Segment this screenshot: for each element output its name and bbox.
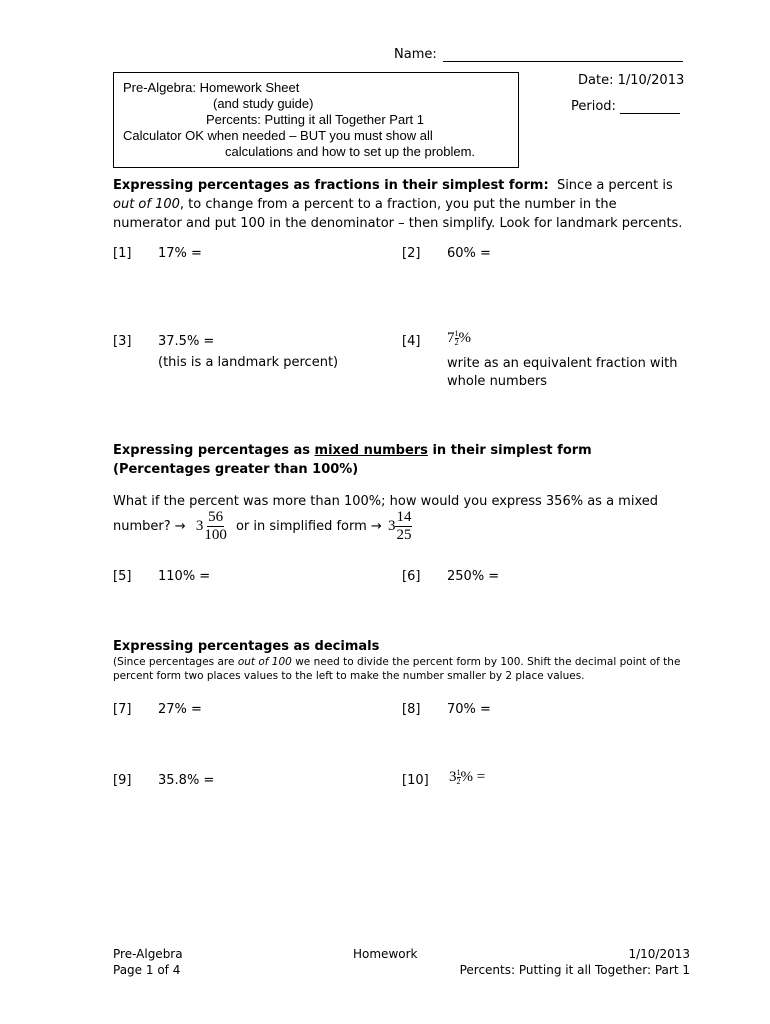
problem-number-1: [1] [113, 246, 132, 261]
name-blank-line[interactable] [443, 47, 683, 62]
mixed-number-example [113, 509, 412, 544]
footer-date: 1/10/2013 [628, 947, 690, 961]
problem-text-6[interactable]: 250% = [447, 569, 500, 584]
section-fractions-text-b: , to change from a percent to a fraction, you put the number in the numerator and put 100 in the denominator – then simplify. Look for landmark percents. [113, 197, 683, 231]
name-field-row [394, 47, 683, 62]
period-label: Period: [571, 99, 616, 114]
title-line-1: Pre-Algebra: Homework Sheet [123, 80, 300, 95]
problem-number-7: [7] [113, 702, 132, 717]
problem-text-1[interactable]: 17% = [158, 246, 202, 261]
problem-text-7[interactable]: 27% = [158, 702, 202, 717]
problem-number-3: [3] [113, 334, 132, 349]
problem-text-9[interactable]: 35.8% = [158, 773, 215, 788]
number-arrow-label: number? → [113, 519, 186, 534]
mixed-whole-4: 7 [447, 330, 455, 346]
problem-text-2[interactable]: 60% = [447, 246, 491, 261]
section-fractions-intro [113, 176, 683, 233]
problem-text-5[interactable]: 110% = [158, 569, 211, 584]
title-line-3: Percents: Putting it all Together Part 1 [206, 112, 424, 127]
problem-text-4[interactable] [447, 330, 471, 347]
fraction-half-4: $\frac{1}{2}$ [454, 329, 459, 348]
section-fractions-text-italic: out of 100 [113, 197, 180, 212]
section-fractions-heading: Expressing percentages as fractions in their simplest form: [113, 178, 549, 193]
mixed-numbers-underlined: mixed numbers [314, 443, 428, 458]
section-mixed-heading: Expressing percentages as mixed numbers in their simplest form (Percentages greater than 100%) [113, 443, 592, 477]
mixed-whole-10: 3 [449, 769, 457, 785]
footer-center: Homework [353, 947, 418, 961]
example-fraction-2: $\frac{14}{25}$ [396, 509, 412, 543]
footer-title: Percents: Putting it all Together: Part 1 [459, 963, 690, 977]
title-box [113, 72, 519, 168]
problem-number-9: [9] [113, 773, 132, 788]
problem-number-8: [8] [402, 702, 421, 717]
footer-page-number: Page 1 of 4 [113, 963, 181, 977]
example-whole-2: 3 [387, 518, 396, 534]
example-fraction-1: $\frac{56}{100}$ [204, 509, 227, 543]
percent-sign-10: % = [460, 769, 486, 785]
problem-text-10[interactable] [449, 769, 485, 786]
section-decimals-heading: Expressing percentages as decimals [113, 639, 380, 654]
section-fractions-text-a: Since a percent is [556, 178, 673, 193]
name-label: Name: [394, 47, 437, 62]
fraction-half-10: $\frac{1}{2}$ [456, 768, 461, 787]
simplified-arrow-label: or in simplified form → [235, 519, 382, 534]
problem-text-8[interactable]: 70% = [447, 702, 491, 717]
title-line-2: (and study guide) [213, 96, 314, 111]
problem-note-3: (this is a landmark percent) [158, 355, 339, 370]
footer-left [113, 946, 183, 978]
section-mixed-question: What if the percent was more than 100%; how would you express 356% as a mixed [113, 494, 658, 509]
problem-number-5: [5] [113, 569, 132, 584]
problem-number-6: [6] [402, 569, 421, 584]
date-label: Date: 1/10/2013 [578, 73, 685, 88]
problem-number-4: [4] [402, 334, 421, 349]
percent-sign-4: % [458, 330, 471, 346]
period-field-row [571, 99, 680, 114]
title-line-4: Calculator OK when needed – BUT you must show all [123, 128, 433, 143]
example-whole-1: 3 [195, 518, 204, 534]
problem-number-10: [10] [402, 773, 429, 788]
problem-number-2: [2] [402, 246, 421, 261]
section-decimals-note: (Since percentages are out of 100 we need to divide the percent form by 100. Shift the decimal point of the percent form two places values to the left to make the number smaller by 2 place values. [113, 656, 681, 682]
problem-text-3[interactable]: 37.5% = [158, 334, 215, 349]
period-blank-line[interactable] [620, 99, 680, 114]
footer-course: Pre-Algebra [113, 947, 183, 961]
problem-note-4: write as an equivalent fraction with whole numbers [447, 356, 678, 389]
footer-right [460, 946, 690, 978]
title-line-5: calculations and how to set up the problem. [225, 144, 476, 159]
